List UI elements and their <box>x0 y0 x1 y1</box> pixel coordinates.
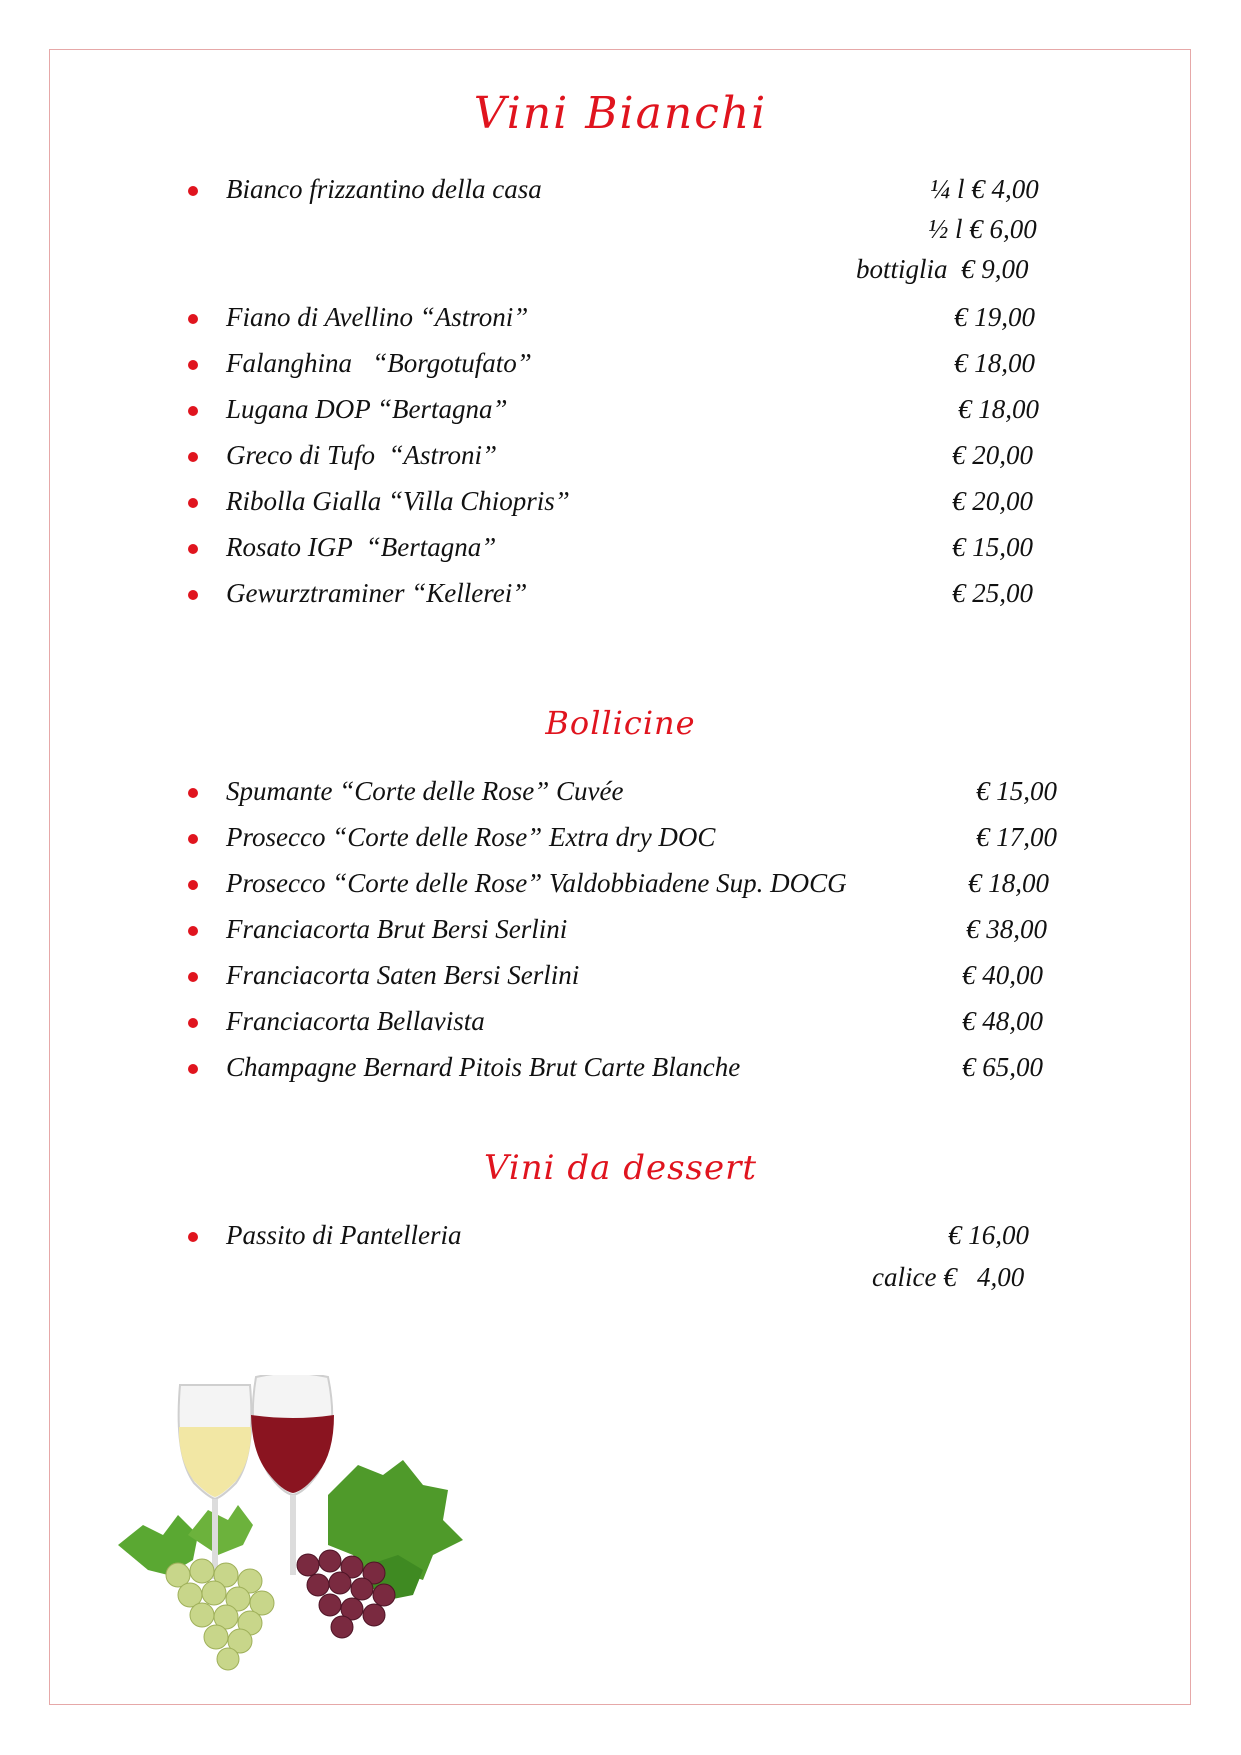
wine-name: Fiano di Avellino “Astroni” <box>226 302 529 332</box>
bullet-icon <box>188 880 198 890</box>
menu-item <box>0 956 1241 996</box>
wine-name: Prosecco “Corte delle Rose” Valdobbiadene Sup. DOCG <box>226 868 847 898</box>
bullet-icon <box>188 406 198 416</box>
wine-glasses-grapes-icon <box>118 1375 498 1675</box>
section-title-bollicine: Bollicine <box>545 704 696 742</box>
menu-item <box>0 910 1241 950</box>
wine-price: € 20,00 <box>952 486 1033 516</box>
wine-price: bottiglia € 9,00 <box>856 254 1029 284</box>
bullet-icon <box>188 360 198 370</box>
bullet-icon <box>188 186 198 196</box>
wine-price: € 15,00 <box>976 776 1057 806</box>
wine-name: Bianco frizzantino della casa <box>226 174 542 204</box>
wine-price: € 65,00 <box>962 1052 1043 1082</box>
wine-price: € 18,00 <box>958 394 1039 424</box>
wine-price: € 17,00 <box>976 822 1057 852</box>
wine-price: € 38,00 <box>966 914 1047 944</box>
wine-name: Franciacorta Bellavista <box>226 1006 485 1036</box>
section-title-vini-bianchi: Vini Bianchi <box>473 88 768 139</box>
wine-name: Franciacorta Saten Bersi Serlini <box>226 960 580 990</box>
bullet-icon <box>188 1232 198 1242</box>
bullet-icon <box>188 972 198 982</box>
section-title-vini-da-dessert: Vini da dessert <box>483 1148 758 1188</box>
wine-name: Lugana DOP “Bertagna” <box>226 394 508 424</box>
menu-item <box>0 298 1241 338</box>
wine-price: € 18,00 <box>954 348 1035 378</box>
wine-price: € 15,00 <box>952 532 1033 562</box>
wine-name: Spumante “Corte delle Rose” Cuvée <box>226 776 624 806</box>
bullet-icon <box>188 926 198 936</box>
menu-item <box>0 528 1241 568</box>
bullet-icon <box>188 1018 198 1028</box>
wine-price: ½ l € 6,00 <box>928 214 1037 244</box>
wine-price: € 18,00 <box>968 868 1049 898</box>
wine-name: Gewurztraminer “Kellerei” <box>226 578 528 608</box>
wine-name: Falanghina “Borgotufato” <box>226 348 532 378</box>
menu-item <box>0 482 1241 522</box>
bullet-icon <box>188 590 198 600</box>
wine-price: € 48,00 <box>962 1006 1043 1036</box>
wine-name: Ribolla Gialla “Villa Chiopris” <box>226 486 570 516</box>
wine-price: € 40,00 <box>962 960 1043 990</box>
menu-item <box>0 1002 1241 1042</box>
wine-price: € 25,00 <box>952 578 1033 608</box>
wine-name: Prosecco “Corte delle Rose” Extra dry DOC <box>226 822 716 852</box>
bullet-icon <box>188 452 198 462</box>
bullet-icon <box>188 1064 198 1074</box>
bullet-icon <box>188 834 198 844</box>
bullet-icon <box>188 498 198 508</box>
menu-item <box>0 818 1241 858</box>
extra-price-row <box>0 1258 1241 1298</box>
wine-price: € 19,00 <box>954 302 1035 332</box>
menu-item <box>0 390 1241 430</box>
wine-price: € 20,00 <box>952 440 1033 470</box>
bullet-icon <box>188 788 198 798</box>
wine-name: Franciacorta Brut Bersi Serlini <box>226 914 568 944</box>
menu-item <box>0 574 1241 614</box>
wine-name: Greco di Tufo “Astroni” <box>226 440 498 470</box>
wine-price: ¼ l € 4,00 <box>930 174 1039 204</box>
menu-item <box>0 436 1241 476</box>
menu-item <box>0 772 1241 812</box>
menu-item <box>0 1216 1241 1256</box>
wine-price: calice € 4,00 <box>872 1262 1025 1292</box>
menu-item <box>0 344 1241 384</box>
extra-price-row <box>0 210 1241 250</box>
menu-item <box>0 864 1241 904</box>
wine-price: € 16,00 <box>948 1220 1029 1250</box>
extra-price-row <box>0 250 1241 290</box>
menu-item <box>0 170 1241 210</box>
bullet-icon <box>188 544 198 554</box>
wine-name: Champagne Bernard Pitois Brut Carte Blanche <box>226 1052 741 1082</box>
wine-name: Rosato IGP “Bertagna” <box>226 532 497 562</box>
wine-name: Passito di Pantelleria <box>226 1220 462 1250</box>
menu-item <box>0 1048 1241 1088</box>
bullet-icon <box>188 314 198 324</box>
